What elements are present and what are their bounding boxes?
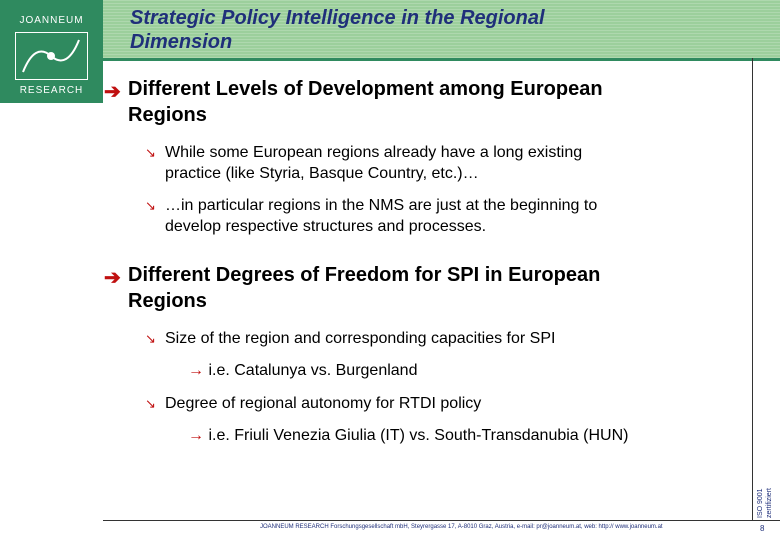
section-1-heading [128, 76, 603, 128]
section-1-bullet-2 [165, 195, 597, 237]
bullet-line: practice (like Styria, Basque Country, etc.)… [165, 165, 479, 182]
section-2-bullet-1: Size of the region and corresponding capacities for SPI [165, 330, 556, 347]
section-1-heading-line-2: Regions [128, 104, 207, 126]
section-1-bullet-1 [165, 142, 582, 184]
page-title [130, 6, 730, 54]
title-line-2: Dimension [130, 31, 233, 53]
section-2-bullet-2: Degree of regional autonomy for RTDI policy [165, 395, 482, 412]
logo-emblem-icon [15, 32, 88, 80]
logo-bottom-text: RESEARCH [19, 85, 84, 96]
page-number: 8 [760, 524, 765, 533]
bullet-line: develop respective structures and processes. [165, 218, 487, 235]
iso-line-2: zertifiziert [766, 488, 773, 518]
section-2-sub-1 [188, 360, 417, 381]
iso-line-1: ISO 9001 [757, 488, 764, 518]
arrow-down-right-icon: ↘ [145, 331, 156, 346]
joanneum-logo [0, 0, 103, 103]
logo-top-text: JOANNEUM [19, 15, 84, 26]
right-divider [752, 58, 753, 520]
footer-divider [103, 520, 780, 521]
sub-bullet-text: i.e. Friuli Venezia Giulia (IT) vs. South-Transdanubia (HUN) [208, 427, 629, 444]
header-rule [103, 58, 780, 61]
section-1-heading-line-1: Different Levels of Development among European [128, 78, 603, 100]
arrow-right-icon: → [188, 362, 209, 379]
title-line-1: Strategic Policy Intelligence in the Regional [130, 7, 545, 29]
arrow-down-right-icon: ↘ [145, 145, 156, 160]
iso-certification-label [756, 460, 780, 518]
sub-bullet-text: i.e. Catalunya vs. Burgenland [208, 362, 418, 379]
footer-text: JOANNEUM RESEARCH Forschungsgesellschaft mbH, Steyrergasse 17, A-8010 Graz, Austria, e-mail: pr@joanneum.at, web: http:// www.joanneum.at [260, 524, 663, 530]
section-2-sub-2 [188, 425, 628, 446]
arrow-right-icon: ➔ [104, 267, 121, 289]
section-2-heading [128, 262, 600, 314]
arrow-down-right-icon: ↘ [145, 396, 156, 411]
section-2-heading-line-2: Regions [128, 290, 207, 312]
section-2-heading-line-1: Different Degrees of Freedom for SPI in European [128, 264, 601, 286]
arrow-down-right-icon: ↘ [145, 198, 156, 213]
arrow-right-icon: → [188, 427, 209, 444]
arrow-right-icon: ➔ [104, 81, 121, 103]
bullet-line: …in particular regions in the NMS are just at the beginning to [165, 197, 598, 214]
bullet-line: While some European regions already have a long existing [165, 144, 583, 161]
